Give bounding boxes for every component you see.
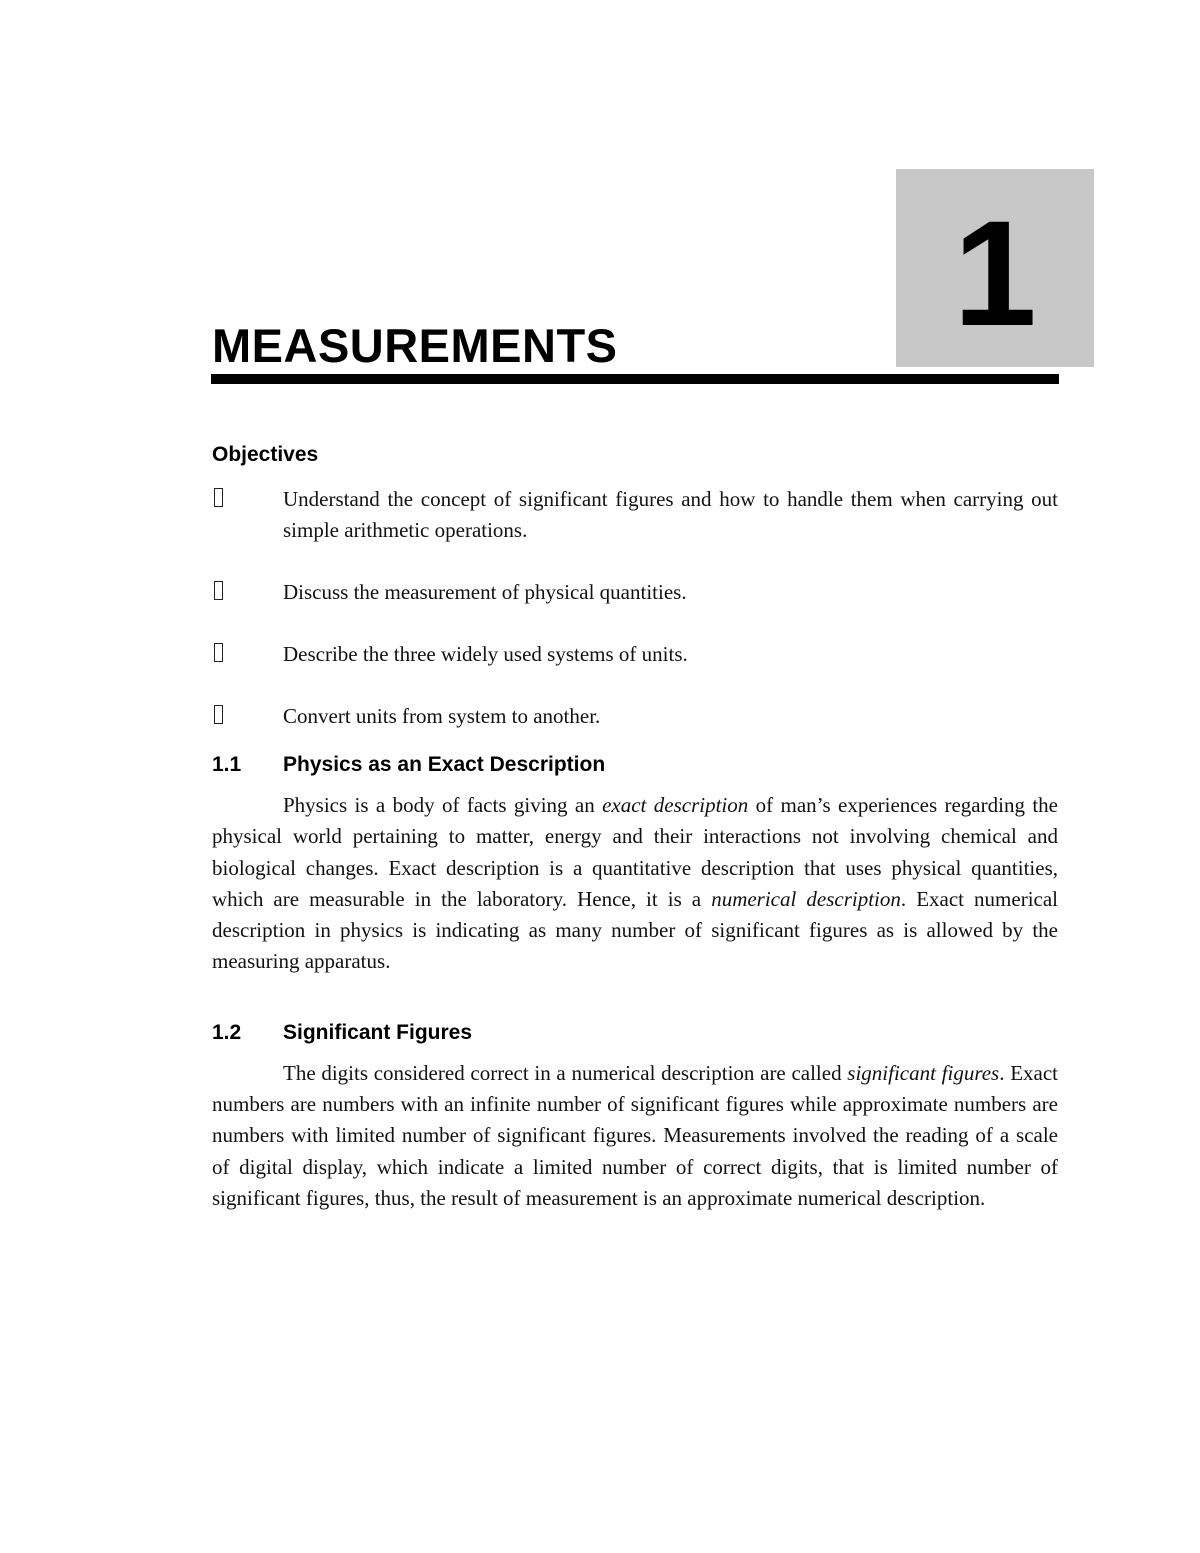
section-1-2-paragraph	[212, 1058, 1058, 1214]
emphasis-text: numerical description	[711, 886, 901, 911]
bullet-icon	[212, 484, 283, 546]
text-run: of man’s experiences regarding the physical world pertaining to matter, energy and their interactions not involving chemical and biological changes. Exact description is a quantitative description that uses physical quantities, which are measurable in the laboratory. Hence, it is a	[212, 793, 1058, 911]
bullet-icon	[212, 701, 283, 732]
page-content	[212, 440, 1058, 1214]
text-run: The digits considered correct in a numerical description are called	[283, 1060, 848, 1085]
text-run: . Exact numerical description in physics is indicating as many number of significant figures as is allowed by the measuring apparatus.	[212, 886, 1059, 974]
objective-text: Discuss the measurement of physical quantities.	[283, 580, 687, 604]
emphasis-text: exact description	[602, 793, 749, 817]
objective-text: Convert units from system to another.	[283, 704, 601, 728]
objective-item	[212, 701, 1058, 732]
section-number: 1.1	[212, 753, 242, 776]
bullet-icon	[212, 577, 283, 608]
chapter-title: MEASUREMENTS	[212, 319, 618, 372]
objectives-heading: Objectives	[212, 443, 319, 466]
bullet-icon	[212, 639, 283, 670]
objective-item	[212, 484, 1058, 546]
title-rule	[211, 374, 1059, 384]
section-1-1-paragraph	[212, 790, 1058, 978]
section-heading-1-2	[212, 1018, 1058, 1048]
section-title: Physics as an Exact Description	[283, 753, 606, 776]
chapter-number: 1	[953, 189, 1037, 357]
objective-item	[212, 639, 1058, 670]
section-heading-1-1	[212, 750, 1058, 780]
objective-text: Understand the concept of significant figures and how to handle them when carrying out simple arithmetic operations.	[283, 487, 1058, 542]
objective-item	[212, 577, 1058, 608]
section-title: Significant Figures	[283, 1020, 473, 1044]
emphasis-text: significant figures	[847, 1060, 1000, 1085]
chapter-number-box	[896, 169, 1094, 367]
text-run: Physics is a body of facts giving an	[283, 793, 603, 817]
text-run: . Exact numbers are numbers with an infinite number of significant figures while approximate numbers are numbers with limited number of significant figures. Measurements involved the reading of a scale of digital display, which indicate a limited number of correct digits, that is limited number of significant figures, thus, the result of measurement is an approximate numerical description.	[212, 1060, 1058, 1210]
objective-text: Describe the three widely used systems of units.	[283, 642, 688, 666]
section-number: 1.2	[212, 1020, 242, 1044]
objectives-list	[212, 484, 1058, 732]
